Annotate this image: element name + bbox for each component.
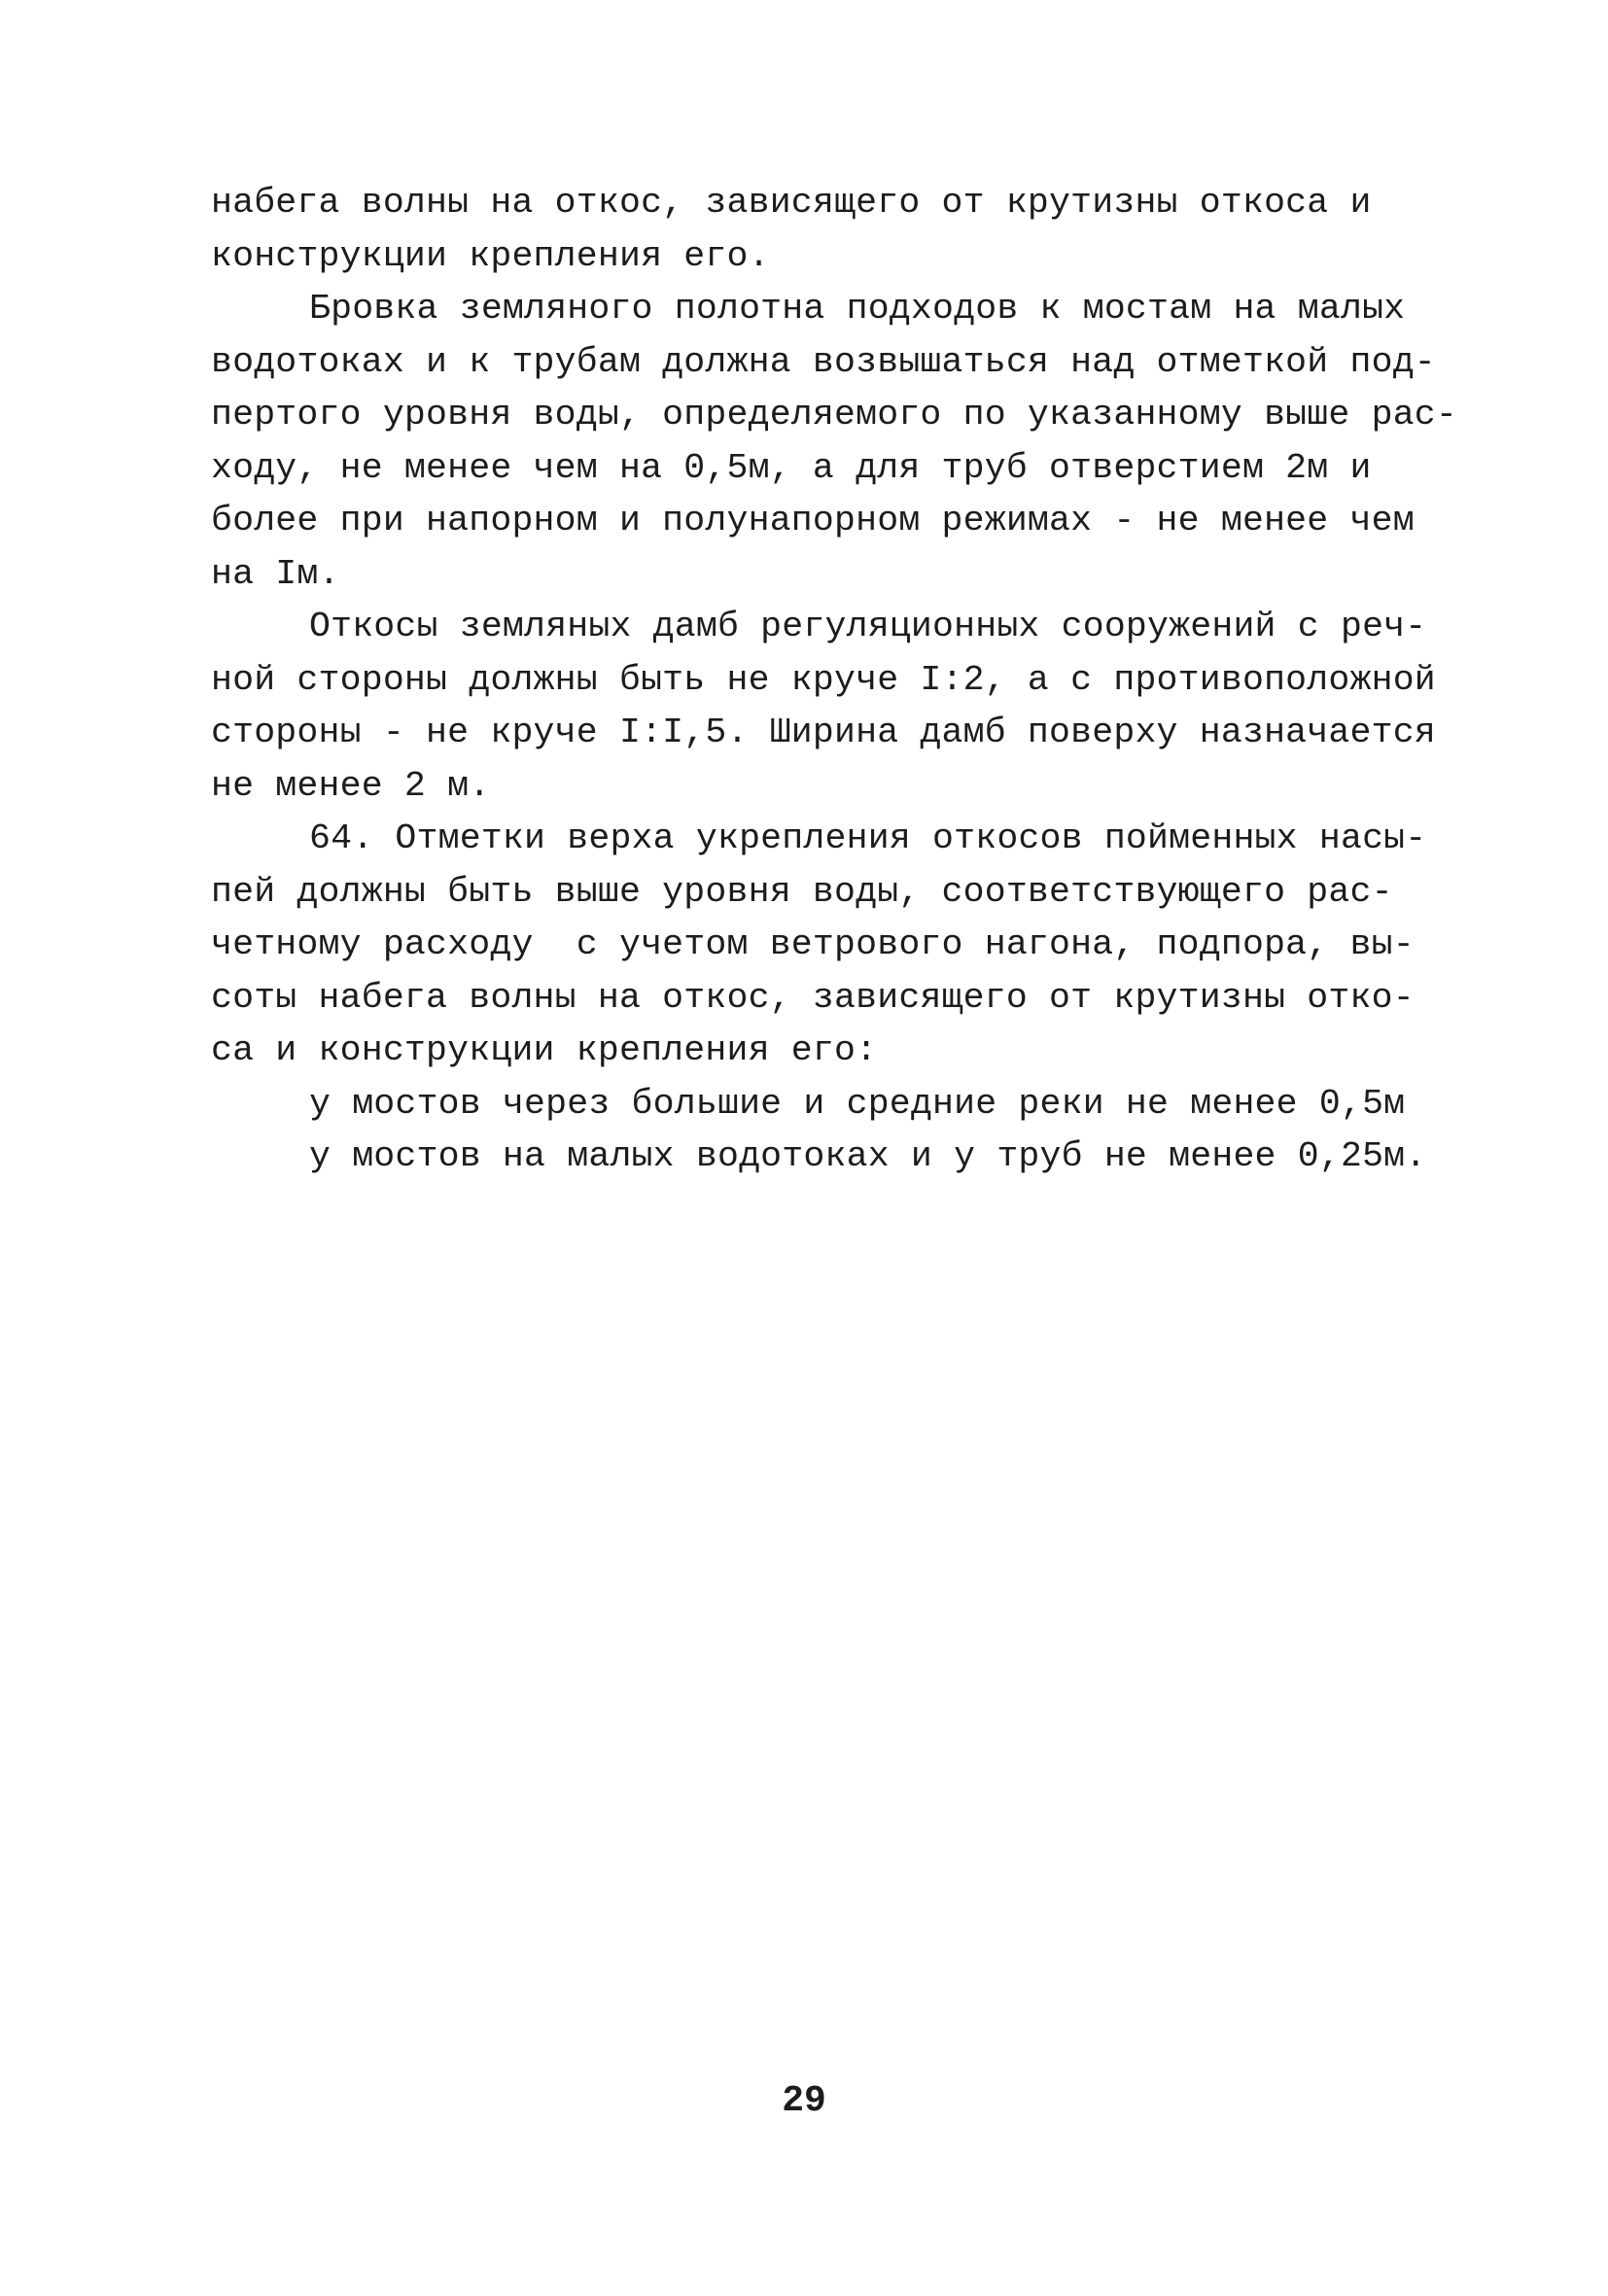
paragraph-start-line: Откосы земляных дамб регуляционных сооружений с реч- <box>309 607 1427 646</box>
text-line: на Iм. <box>211 553 340 594</box>
page-number: 29 <box>782 2080 826 2122</box>
text-line: ходу, не менее чем на 0,5м, а для труб отверстием 2м и <box>211 447 1372 488</box>
text-line: не менее 2 м. <box>211 765 491 806</box>
text-line: четному расходу с учетом ветрового нагона, подпора, вы- <box>211 924 1415 964</box>
text-line: са и конструкции крепления его: <box>211 1030 878 1070</box>
text-line: соты набега волны на откос, зависящего от крутизны отко- <box>211 977 1415 1018</box>
text-line: конструкции крепления его. <box>211 235 770 276</box>
text-line: водотоках и к трубам должна возвышаться над отметкой под- <box>211 341 1436 382</box>
text-line: более при напорном и полунапорном режимах - не менее чем <box>211 501 1415 540</box>
paragraph-start-line: 64. Отметки верха укрепления откосов пойменных насы- <box>309 818 1427 858</box>
text-line: пей должны быть выше уровня воды, соответствующего рас- <box>211 871 1393 912</box>
text-line: пертого уровня воды, определяемого по указанному выше рас- <box>211 395 1458 435</box>
text-line: ной стороны должны быть не круче I:2, а с противоположной <box>211 659 1436 700</box>
text-line: стороны - не круче I:I,5. Ширина дамб поверху назначается <box>211 713 1436 752</box>
body-text <box>211 177 1458 1184</box>
list-item-line: у мостов через большие и средние реки не менее 0,5м <box>309 1083 1406 1124</box>
list-item-line: у мостов на малых водотоках и у труб не менее 0,25м. <box>309 1136 1427 1176</box>
text-line: набега волны на откос, зависящего от крутизны откоса и <box>211 183 1372 223</box>
paragraph-start-line: Бровка земляного полотна подходов к мостам на малых <box>309 289 1406 329</box>
